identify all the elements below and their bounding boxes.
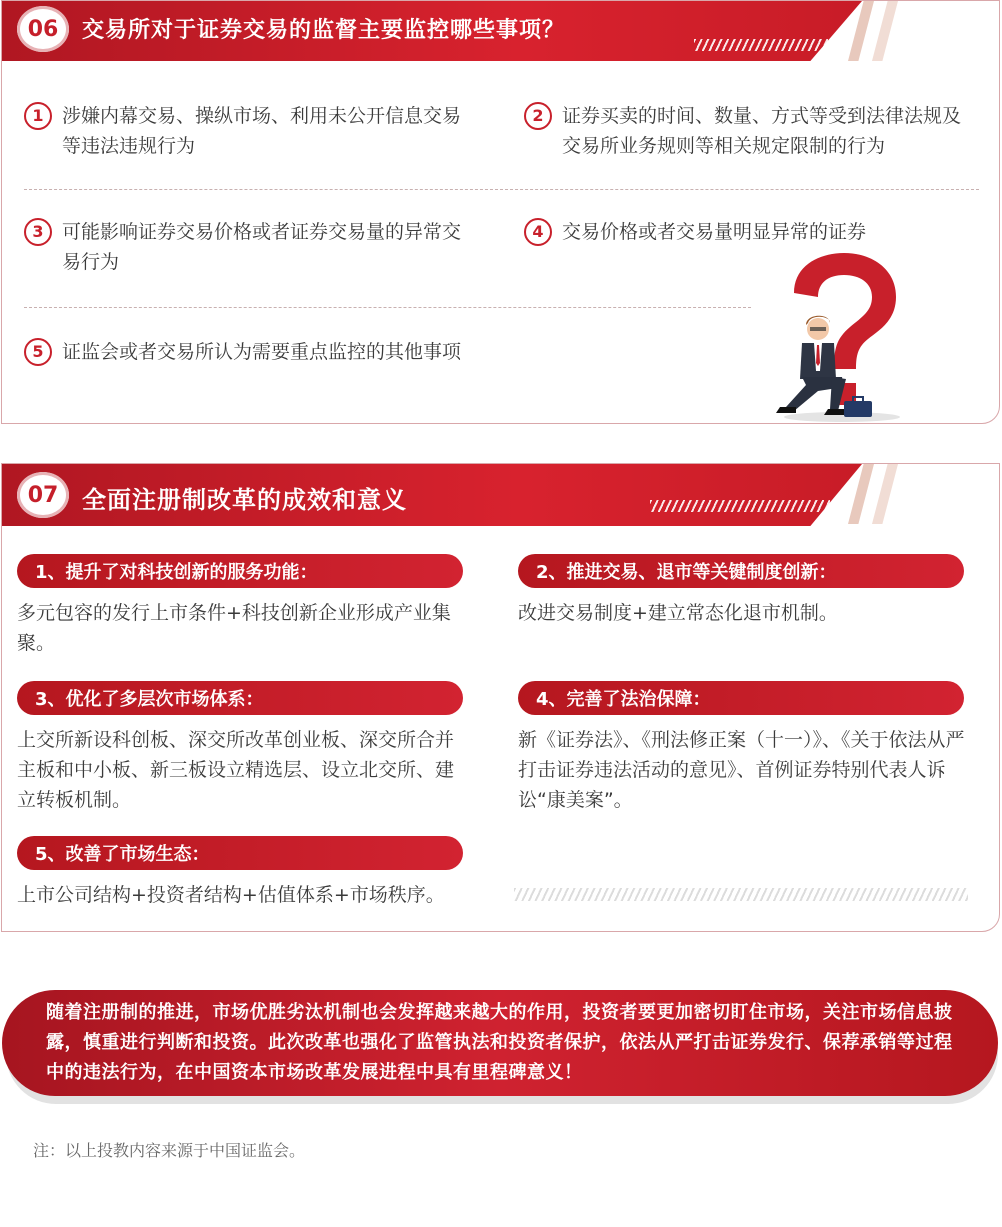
item-text: 证监会或者交易所认为需要重点监控的其他事项 — [62, 341, 462, 363]
point-heading: 5、改善了市场生态： — [17, 836, 463, 870]
item-text: 交易价格或者交易量明显异常的证券 — [562, 221, 867, 243]
point-heading: 3、优化了多层次市场体系： — [17, 681, 463, 715]
hatch-decoration — [514, 888, 968, 901]
point-text: 改进交易制度+建立常态化退市机制。 — [518, 602, 838, 624]
monitor-item — [24, 337, 472, 367]
item-number-icon: 2 — [524, 102, 552, 130]
point-text: 上交所新设科创板、深交所改革创业板、深交所合并主板和中小板、新三板设立精选层、设立北交所、建立转板机制。 — [17, 729, 455, 811]
dotted-divider — [24, 189, 979, 190]
question-mark-businessman-icon — [772, 251, 902, 423]
item-number-icon: 5 — [24, 338, 52, 366]
banner-stripe — [872, 464, 898, 524]
item-text: 证券买卖的时间、数量、方式等受到法律法规及交易所业务规则等相关规定限制的行为 — [562, 105, 962, 157]
monitor-item — [524, 217, 972, 247]
section-number-badge: 06 — [17, 6, 69, 52]
section-06-title: 交易所对于证券交易的监督主要监控哪些事项？ — [82, 18, 566, 43]
point-heading: 2、推进交易、退市等关键制度创新： — [518, 554, 964, 588]
item-text: 涉嫌内幕交易、操纵市场、利用未公开信息交易等违法违规行为 — [62, 105, 462, 157]
point-text: 上市公司结构+投资者结构+估值体系+市场秩序。 — [17, 884, 445, 906]
monitor-item — [524, 101, 972, 161]
point-heading: 4、完善了法治保障： — [518, 681, 964, 715]
monitor-item — [24, 101, 472, 161]
summary-banner: 随着注册制的推进，市场优胜劣汰机制也会发挥越来越大的作用，投资者要更加密切盯住市场，关注市场信息披露，慎重进行判断和投资。此次改革也强化了监管执法和投资者保护，依法从严打击证券发行、保荐承销等过程中的违法行为，在中国资本市场改革发展进程中具有里程碑意义！ — [2, 990, 998, 1096]
point-heading: 1、提升了对科技创新的服务功能： — [17, 554, 463, 588]
item-text: 可能影响证券交易价格或者证券交易量的异常交易行为 — [62, 221, 462, 273]
banner-hatch-decoration — [694, 39, 828, 51]
section-07-title: 全面注册制改革的成效和意义 — [82, 486, 407, 514]
item-number-icon: 1 — [24, 102, 52, 130]
banner-stripe — [872, 1, 898, 61]
item-number-icon: 3 — [24, 218, 52, 246]
section-06-card — [1, 0, 1000, 424]
monitor-item — [24, 217, 472, 277]
point-text: 新《证券法》、《刑法修正案（十一）》、《关于依法从严打击证券违法活动的意见》、首例证券特别代表人诉讼“康美案”。 — [518, 729, 965, 811]
point-text: 多元包容的发行上市条件+科技创新企业形成产业集聚。 — [17, 602, 451, 654]
item-number-icon: 4 — [524, 218, 552, 246]
source-note: 注：以上投教内容来源于中国证监会。 — [33, 1141, 306, 1160]
banner-hatch-decoration — [650, 500, 830, 512]
dotted-divider — [24, 307, 751, 308]
section-number-badge: 07 — [17, 472, 69, 518]
